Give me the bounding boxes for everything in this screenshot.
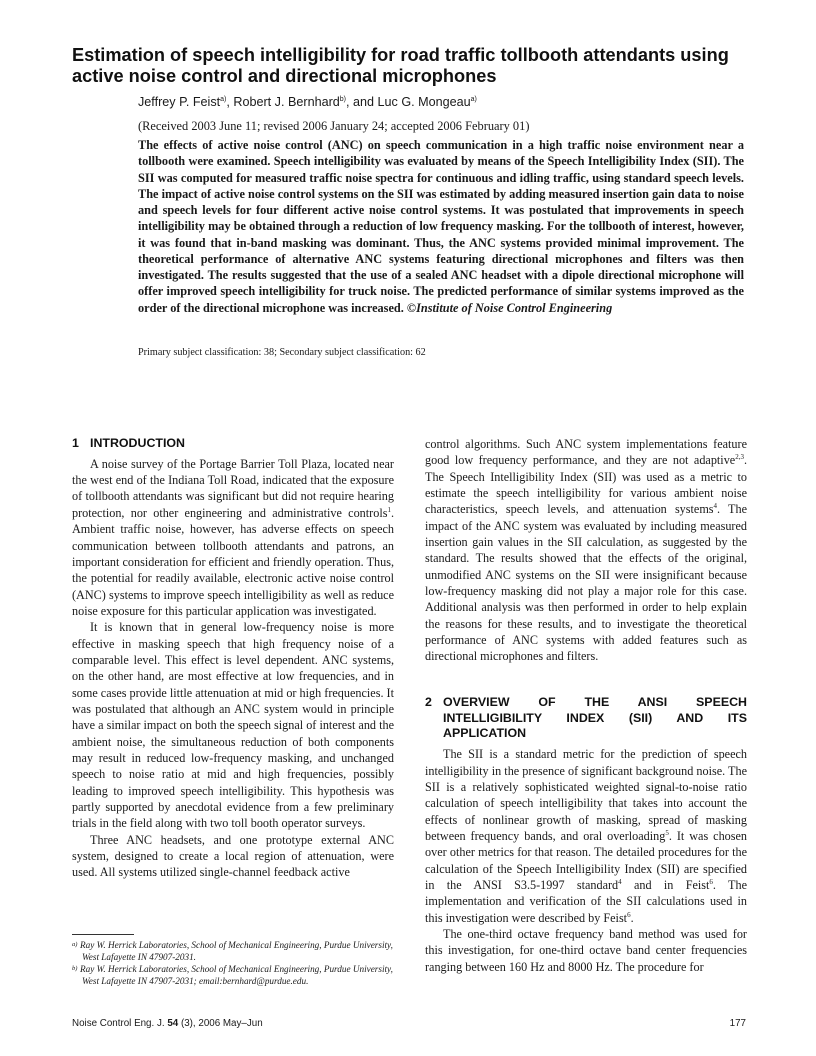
footnote: [72, 964, 402, 988]
paragraph-text: and in Feist: [621, 877, 710, 892]
paper-title: Estimation of speech intelligibility for road traffic tollbooth attendants using active noise control and directional microphones: [72, 45, 729, 86]
citation-ref: 5: [665, 828, 669, 837]
paragraph-text: A noise survey of the Portage Barrier Toll Plaza, located near the west end of the Indiana Toll Road, indicated that the exposure of tollbooth attendants was significant but did not require hearing protection, nor other engineering and administrative controls: [72, 456, 394, 520]
right-column: [425, 436, 747, 975]
abstract-text: The effects of active noise control (ANC) on speech communication in a high traffic noise environment near a tollbooth were examined. Speech intelligibility was evaluated by means of the Speech Intelligibility Index (SII). The SII was computed for measured traffic noise spectra for continuous and idling traffic, using standard speech levels. The impact of active noise control systems on the SII was estimated by adding measured insertion gain data to noise and speech levels for four different active noise control systems. It was postulated that improvements in speech intelligibility may be obtained through a reduction of low frequency masking. For the tollbooth of interest, however, it was found that in-band masking was dominant. Thus, the ANC systems provided minimal improvement. The theoretical performance of alternative ANC systems featuring directional microphones and filters was then investigated. The results suggested that the use of a sealed ANC headset with a dipole directional microphone will offer improved speech intelligibility for truck noise. The predicted performance of similar systems improved as the order of the directional microphone was increased.: [138, 138, 744, 315]
paragraph: [72, 456, 394, 619]
footnote-text: Ray W. Herrick Laboratories, School of Mechanical Engineering, Purdue University, West Lafayette IN 47907-2031.: [80, 940, 393, 962]
paragraph-text: .: [630, 910, 634, 925]
citation-ref: 2,3: [735, 453, 744, 462]
citation-ref: 4: [618, 877, 622, 886]
subject-classification: Primary subject classification: 38; Secondary subject classification: 62: [138, 347, 426, 358]
footnote-text: Ray W. Herrick Laboratories, School of Mechanical Engineering, Purdue University, West Lafayette IN 47907-2031; email:bernhard@purdue.edu.: [80, 964, 393, 986]
paragraph: The one-third octave frequency band method was used for this investigation, for one-third octave band center frequencies ranging between 160 Hz and 8000 Hz. The procedure for: [425, 926, 747, 974]
section-title: INTRODUCTION: [90, 436, 185, 450]
section-title: OVERVIEW OF THE ANSI SPEECH INTELLIGIBILITY INDEX (SII) AND ITS APPLICATION: [443, 694, 747, 741]
paragraph-text: . The implementation and verification of the SII calculations used in this investigation were described by Feist: [425, 877, 748, 925]
abstract: [138, 137, 744, 316]
journal-citation: [72, 1018, 263, 1030]
abstract-copyright: ©Institute of Noise Control Engineering: [406, 300, 613, 315]
paragraph-text: . The Speech Intelligibility Index (SII) was used as a metric to estimate the speech intelligibility for various ambient noise characteristics, speech levels, and attenuation systems: [425, 453, 747, 517]
paragraph: [425, 746, 747, 926]
author-name: Robert J. Bernhard: [233, 95, 340, 109]
author-affiliation-mark: a): [220, 96, 227, 103]
author-list: [138, 92, 758, 110]
author-name: Jeffrey P. Feist: [138, 95, 221, 109]
citation-ref: 6: [627, 910, 631, 919]
journal-name: Noise Control Eng. J.: [72, 1018, 165, 1029]
paragraph-text: The SII is a standard metric for the prediction of speech intelligibility in the presence of significant background noise. The SII is a relatively sophisticated weighted signal-to-noise ratio calculation of speech intelligibility that takes into account the effects of nonlinear growth of masking, spread of masking between frequency bands, and oral overloading: [425, 747, 747, 843]
journal-issue: (3), 2006 May–Jun: [180, 1018, 263, 1029]
section-heading-overview: [425, 695, 747, 742]
footnote: [72, 940, 402, 964]
received-dates: (Received 2003 June 11; revised 2006 January 24; accepted 2006 February 01): [138, 119, 530, 133]
citation-ref: 4: [713, 502, 718, 511]
citation-ref: 6: [709, 877, 713, 886]
paragraph: Three ANC headsets, and one prototype external ANC system, designed to create a local region of attenuation, were used. All systems utilized single-channel feedback active: [72, 832, 394, 880]
paragraph: It is known that in general low-frequency noise is more effective in masking speech that high frequency noise of a comparable level. This effect is level dependent. ANC systems, on the other hand, are most effective at low frequencies, and in some cases provide little attenuation at mid or high frequencies. It was postulated that although an ANC system would in principle have a similar impact on both the speech signal of interest and the ambient noise, the simultaneous reduction of both components may result in reduced low-frequency masking, and unchanged speech to noise ratio at mid and high frequencies, possibly leading to improved speech intelligibility. This hypothesis was partly supported by anecdotal evidence from a few preliminary trials in the field along with two toll booth operator surveys.: [72, 620, 394, 831]
author-name: Luc G. Mongeau: [377, 95, 471, 109]
paragraph: [425, 436, 747, 665]
section-heading-introduction: [72, 436, 394, 452]
left-column: [72, 436, 394, 881]
paragraph-text: . The impact of the ANC system was evaluated by including measured insertion gain values in the SII calculation, as suggested by the standard. The results showed that the effects of the original, unmodified ANC systems on the SII were insignificant because low-frequency masking did not play a major role for this case. Additional analysis was then performed in order to help explain the reasons for these results, and to investigate the theoretical performance of ANC systems with added features such as directional microphones and filters.: [425, 502, 747, 664]
footnote-mark: a): [72, 941, 78, 948]
author-separator: ,: [226, 95, 234, 109]
author-affiliation-mark: a): [470, 96, 477, 103]
page-number: 177: [729, 1018, 746, 1029]
author-affiliation-mark: b): [339, 96, 347, 103]
paragraph-text: control algorithms. Such ANC system implementations feature good low frequency performance, and they are not adaptive: [425, 437, 747, 468]
paragraph-text: . Ambient traffic noise, however, has adverse effects on speech communication between tollbooth attendants and patrons, an important consideration for efficient and friendly operation. Thus, the potential for readily available, electronic active noise control (ANC) systems to improve speech intelligibility as well as reduce noise exposure for this particular application was investigated.: [72, 505, 394, 618]
citation-ref: 1: [387, 505, 391, 514]
footnote-divider: [72, 934, 134, 935]
paragraph-text: . It was chosen over other metrics for that reason. The detailed procedures for the calculation of the Speech Intelligibility Index (SII) are specified in the ANSI S3.5-1997 standard: [425, 828, 747, 892]
journal-volume: 54: [167, 1018, 179, 1029]
footnote-mark: b): [72, 965, 78, 972]
author-separator: , and: [346, 95, 378, 109]
section-number: 2: [425, 694, 432, 709]
section-number: 1: [72, 436, 79, 450]
